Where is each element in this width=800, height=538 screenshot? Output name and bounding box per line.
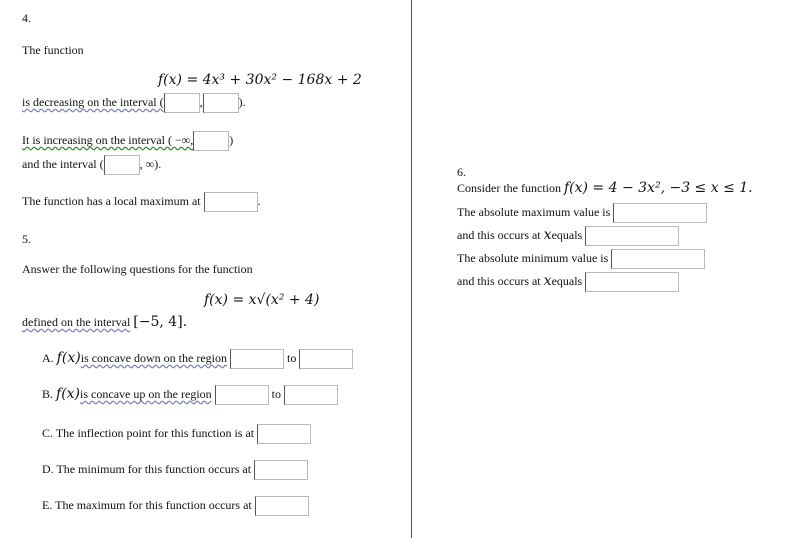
q4-and-interval-line [22,155,161,175]
q5-item-c-letter: C. [42,425,54,440]
q5-item-b-from-input[interactable] [215,385,269,405]
q5-minimum-input[interactable] [254,460,308,480]
q4-period: . [257,193,261,208]
q4-decreasing-line [22,93,246,113]
q4-second-increasing-start-input[interactable] [104,155,140,175]
q5-item-a-to: to [286,350,297,365]
q4-decreasing-end-input[interactable] [203,93,239,113]
q4-and-interval-text: and the interval ( [22,156,104,171]
q5-formula: f(x) = x√(x² + 4) [204,292,320,308]
q4-number: 4. [22,11,31,25]
q5-item-d-letter: D. [42,461,54,476]
q4-decreasing-start-input[interactable] [164,93,200,113]
q5-item-c [42,424,311,444]
q6-formula: f(x) = 4 − 3x², −3 ≤ x ≤ 1. [563,180,753,196]
q5-item-b-to: to [271,386,281,401]
q4-decreasing-text: is decreasing on the interval ( [22,94,164,109]
q6-occurs-text-2: and this occurs at [457,273,541,288]
q4-local-max-input[interactable] [204,192,258,212]
q4-increasing-line [22,131,233,151]
q6-abs-min-x-input[interactable] [585,272,679,292]
q6-abs-max-line [457,203,707,223]
q5-defined-text: defined on the interval [22,315,131,329]
q6-x-var-2: x [543,272,552,289]
q6-x-var-1: x [543,226,552,243]
q6-equals-2: equals [551,273,583,288]
q6-abs-min-input[interactable] [611,249,705,269]
q4-increasing-end-input[interactable] [193,131,229,151]
q5-maximum-input[interactable] [255,496,309,516]
q6-abs-min-line [457,249,705,269]
q5-item-a-fx: f(x) [56,349,81,366]
q5-item-e [42,496,309,516]
q5-interval: [−5, 4]. [133,314,188,330]
q4-local-max-text: The function has a local maximum at [22,193,201,208]
q6-occurs-line-2 [457,272,679,292]
q5-item-e-text: The maximum for this function occurs at [55,497,252,512]
q4-close-paren-dot: ). [238,94,246,109]
q6-abs-max-text: The absolute maximum value is [457,204,611,219]
q4-intro: The function [22,43,84,57]
q5-item-c-text: The inflection point for this function is at [55,425,255,440]
q5-item-d [42,460,308,480]
q4-close-paren: ) [229,132,234,147]
q4-comma: , [199,94,203,109]
q6-occurs-line-1 [457,226,679,246]
q5-item-b-fx: f(x) [56,385,81,402]
q6-abs-max-input[interactable] [613,203,707,223]
q4-local-max-line [22,192,261,212]
q5-intro: Answer the following questions for the function [22,262,253,276]
q5-item-b-text: is concave up on the region [80,386,212,401]
q5-item-a-text: is concave down on the region [80,350,227,365]
q5-number: 5. [22,232,31,246]
q5-item-a [42,349,353,369]
q6-number: 6. [457,165,466,179]
q5-defined-line [22,314,187,330]
q6-intro: Consider the function [457,181,561,195]
page-divider [411,0,412,538]
q4-formula: f(x) = 4x³ + 30x² − 168x + 2 [158,72,362,88]
q4-inf-close: , ∞). [139,156,162,171]
q6-abs-min-text: The absolute minimum value is [457,250,609,265]
q5-item-b-letter: B. [42,386,54,401]
q5-item-b-to-input[interactable] [284,385,338,405]
q6-intro-line [457,180,753,196]
q6-abs-max-x-input[interactable] [585,226,679,246]
q6-occurs-text-1: and this occurs at [457,227,541,242]
q5-item-b [42,385,338,405]
q4-increasing-text: It is increasing on the interval ( −∞, [22,132,194,147]
q5-item-a-to-input[interactable] [299,349,353,369]
q5-item-e-letter: E. [42,497,53,512]
q5-item-a-from-input[interactable] [230,349,284,369]
q5-item-a-letter: A. [42,350,54,365]
q5-inflection-input[interactable] [257,424,311,444]
q6-equals-1: equals [551,227,583,242]
q5-item-d-text: The minimum for this function occurs at [56,461,252,476]
